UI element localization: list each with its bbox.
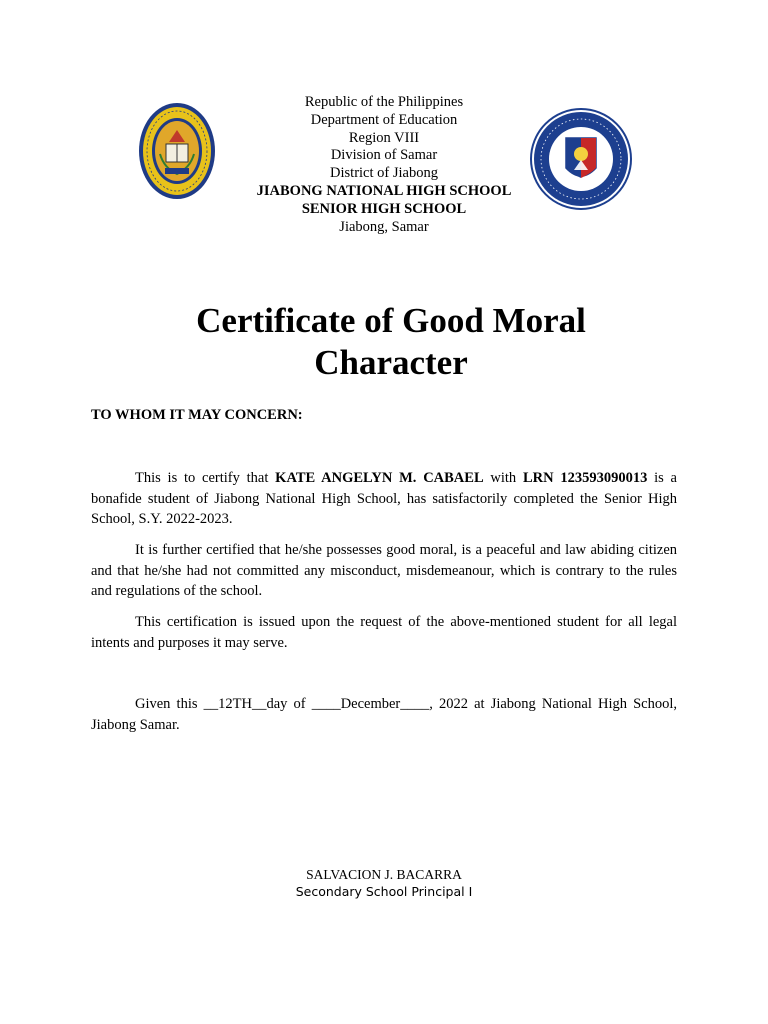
title-line-1: Certificate of Good Moral: [196, 301, 586, 340]
student-name: KATE ANGELYN M. CABAEL: [275, 470, 484, 486]
school-name: JIABONG NATIONAL HIGH SCHOOL: [256, 182, 512, 199]
paragraph-certify: [91, 468, 677, 530]
school-location: Jiabong, Samar: [339, 218, 429, 235]
deped-seal: [530, 108, 632, 210]
signature-block: [0, 866, 768, 900]
paragraph-issuance: This certification is issued upon the request of the above-mentioned student for all legal intents and purposes it may serve.: [91, 614, 677, 651]
header-line-division: Division of Samar: [330, 147, 438, 164]
school-department: SENIOR HIGH SCHOOL: [301, 200, 467, 217]
student-lrn: LRN 123593090013: [522, 470, 648, 486]
signatory-title: Secondary School Principal I: [295, 884, 473, 899]
p1-text-c: is a bonafide student of Jiabong National High School, has satisfactorily completed the Senior High School, S.Y. 2022-2023.: [91, 470, 677, 527]
salutation: TO WHOM IT MAY CONCERN:: [91, 407, 303, 423]
certificate-title: [0, 300, 768, 384]
paragraph-good-moral: It is further certified that he/she possesses good moral, is a peaceful and law abiding citizen and that he/she had not committed any misconduct, misdemeanour, which is contrary to the rules and regulations of the school.: [91, 542, 677, 599]
letterhead: [184, 94, 584, 236]
header-line-district: District of Jiabong: [330, 165, 438, 182]
paragraph-given-date: Given this __12TH__day of ____December____, 2022 at Jiabong National High School, Jiabong Samar.: [91, 696, 677, 733]
header-line-region: Region VIII: [348, 129, 420, 146]
signatory-name: SALVACION J. BACARRA: [306, 867, 462, 882]
p1-text-b: with: [483, 470, 523, 486]
title-line-2: Character: [314, 343, 468, 382]
p1-text-a: This is to certify that: [135, 470, 276, 486]
header-line-department: Department of Education: [310, 111, 458, 128]
header-line-republic: Republic of the Philippines: [304, 94, 464, 110]
